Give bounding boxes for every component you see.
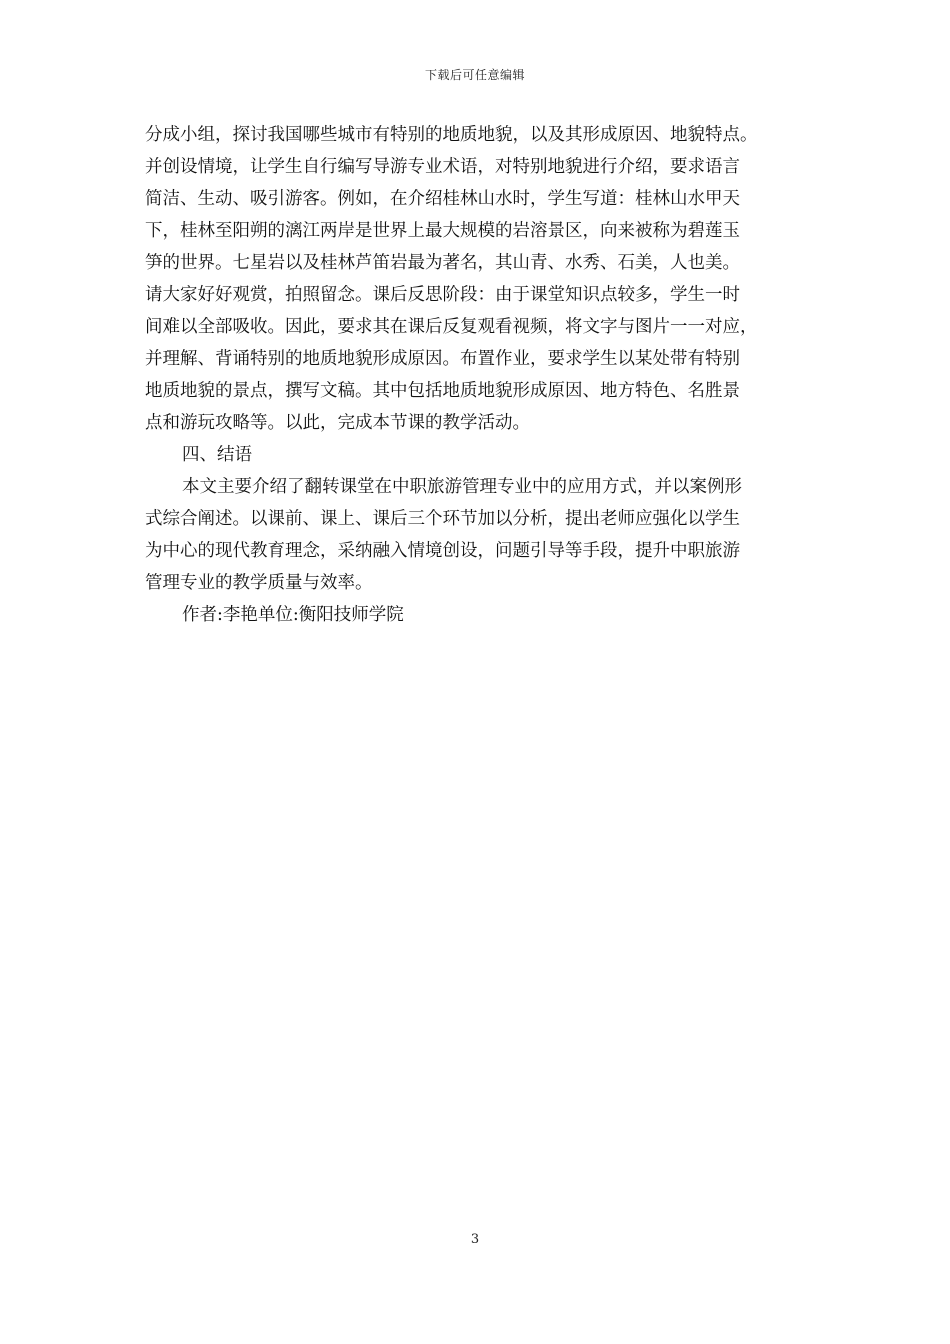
body-line: 点和游玩攻略等。以此，完成本节课的教学活动。	[145, 413, 530, 433]
body-line: 管理专业的教学质量与效率。	[145, 573, 373, 593]
body-line: 为中心的现代教育理念，采纳融入情境创设，问题引导等手段，提升中职旅游	[145, 541, 740, 561]
body-line: 分成小组，探讨我国哪些城市有特别的地质地貌，以及其形成原因、地貌特点。	[145, 125, 758, 145]
body-line: 并理解、背诵特别的地质地貌形成原因。布置作业，要求学生以某处带有特别	[145, 349, 740, 369]
page-header: 下载后可任意编辑	[424, 68, 525, 82]
document-body	[145, 119, 815, 631]
author-affiliation: 作者:李艳单位:衡阳技师学院	[182, 605, 404, 625]
body-line: 下，桂林至阳朔的漓江两岸是世界上最大规模的岩溶景区，向来被称为碧莲玉	[145, 221, 740, 241]
body-line: 请大家好好观赏，拍照留念。课后反思阶段：由于课堂知识点较多，学生一时	[145, 285, 740, 305]
page-number: 3	[470, 1232, 480, 1247]
body-line: 地质地貌的景点，撰写文稿。其中包括地质地貌形成原因、地方特色、名胜景	[145, 381, 740, 401]
body-line: 间难以全部吸收。因此，要求其在课后反复观看视频，将文字与图片一一对应，	[145, 317, 758, 337]
body-line: 笋的世界。七星岩以及桂林芦笛岩最为著名，其山青、水秀、石美，人也美。	[145, 253, 740, 273]
body-line: 式综合阐述。以课前、课上、课后三个环节加以分析，提出老师应强化以学生	[145, 509, 740, 529]
body-line: 简洁、生动、吸引游客。例如，在介绍桂林山水时，学生写道：桂林山水甲天	[145, 189, 740, 209]
section-heading-conclusion: 四、结语	[182, 445, 252, 465]
body-line: 并创设情境，让学生自行编写导游专业术语，对特别地貌进行介绍，要求语言	[145, 157, 740, 177]
body-line: 本文主要介绍了翻转课堂在中职旅游管理专业中的应用方式，并以案例形	[182, 477, 742, 497]
